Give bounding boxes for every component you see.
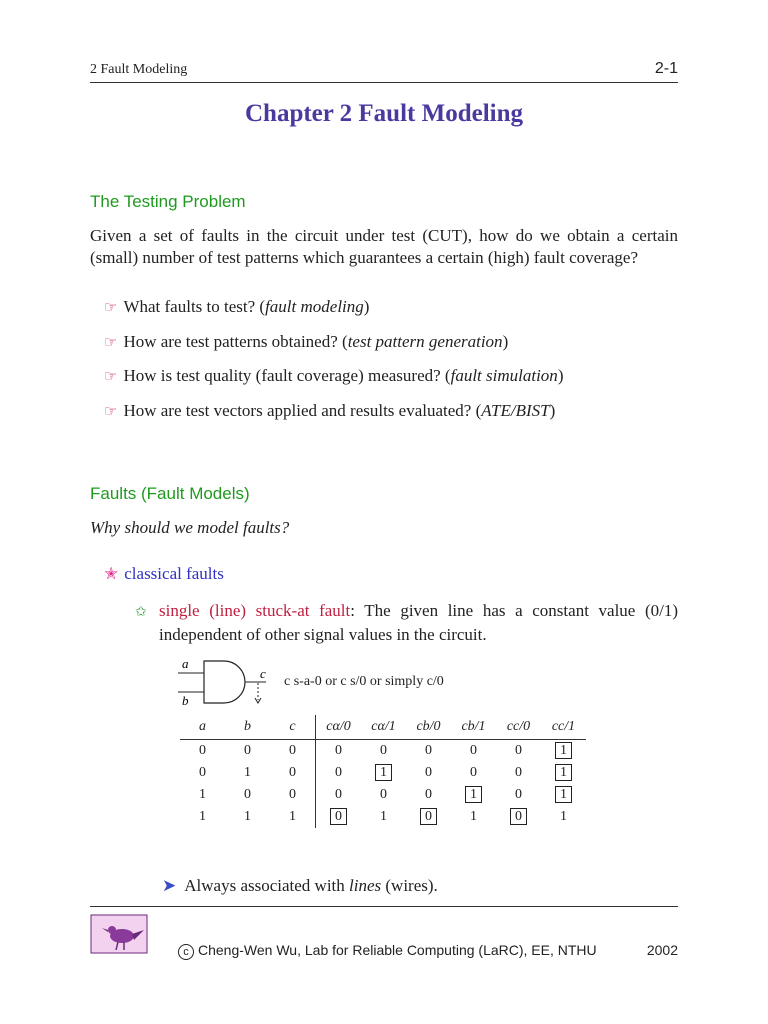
arrowhead-icon: ➤ [162, 876, 177, 896]
bullet-item: ☞ What faults to test? (fault modeling) [104, 297, 370, 316]
table-header: c [270, 715, 316, 740]
faults-question: Why should we model faults? [90, 518, 290, 537]
svg-text:a: a [182, 656, 189, 671]
bullet-item: ☞ How are test vectors applied and results evaluated? (ATE/BIST) [104, 401, 556, 420]
table-header: cb/0 [406, 715, 451, 740]
stuck-at-notation: c s-a-0 or c s/0 or simply c/0 [284, 674, 444, 689]
larc-bird-logo [90, 914, 148, 954]
section-heading-testing-problem: The Testing Problem [90, 192, 246, 211]
copyright-icon: c [178, 944, 194, 960]
table-row: 1 1 1 0 1 0 1 0 1 [180, 806, 586, 828]
chapter-title: Chapter 2 Fault Modeling [244, 100, 523, 127]
running-header: 2 Fault Modeling [90, 62, 188, 77]
testing-problem-paragraph: Given a set of faults in the circuit under test (CUT), how do we obtain a certain (small) number of test patterns which guarantees a certain (high) fault coverage? [90, 226, 678, 267]
star-icon: ✭ [104, 564, 119, 584]
table-row: 0 1 0 0 1 0 0 0 1 [180, 762, 586, 784]
header-divider [90, 82, 678, 83]
table-row: 1 0 0 0 0 0 1 0 1 [180, 784, 586, 806]
outline-star-icon: ✩ [135, 604, 147, 620]
footer-credit: c Cheng-Wen Wu, Lab for Reliable Computing (LaRC), EE, NTHU [178, 942, 597, 960]
pointing-hand-icon: ☞ [104, 333, 118, 351]
pointing-hand-icon: ☞ [104, 367, 118, 385]
table-header: cb/1 [451, 715, 496, 740]
pointing-hand-icon: ☞ [104, 402, 118, 420]
table-header: cc/0 [496, 715, 541, 740]
table-row: 0 0 0 0 0 0 0 0 1 [180, 740, 586, 763]
bullet-item: ☞ How are test patterns obtained? (test pattern generation) [104, 332, 509, 351]
pointing-hand-icon: ☞ [104, 298, 118, 316]
footer-year: 2002 [646, 942, 678, 958]
bullet-item: ☞ How is test quality (fault coverage) measured? (fault simulation) [104, 366, 564, 385]
section-heading-faults: Faults (Fault Models) [90, 484, 250, 503]
svg-text:b: b [182, 693, 189, 708]
and-gate-diagram [178, 656, 278, 708]
lines-note: ➤ Always associated with lines (wires). [162, 876, 438, 896]
table-header: cc/1 [541, 715, 586, 740]
fault-truth-table [180, 715, 586, 828]
table-header: cα/0 [316, 715, 362, 740]
table-header: a [180, 715, 225, 740]
classical-faults-item: ✭ classical faults [104, 564, 224, 584]
svg-text:c: c [260, 666, 266, 681]
table-header: b [225, 715, 270, 740]
stuck-at-fault-item: ✩ single (line) stuck-at fault: The given line has a constant value (0/1) independent of other signal values in the circuit. [135, 601, 679, 644]
table-header: cα/1 [361, 715, 406, 740]
footer-divider [90, 906, 678, 907]
page-number: 2-1 [654, 60, 678, 77]
